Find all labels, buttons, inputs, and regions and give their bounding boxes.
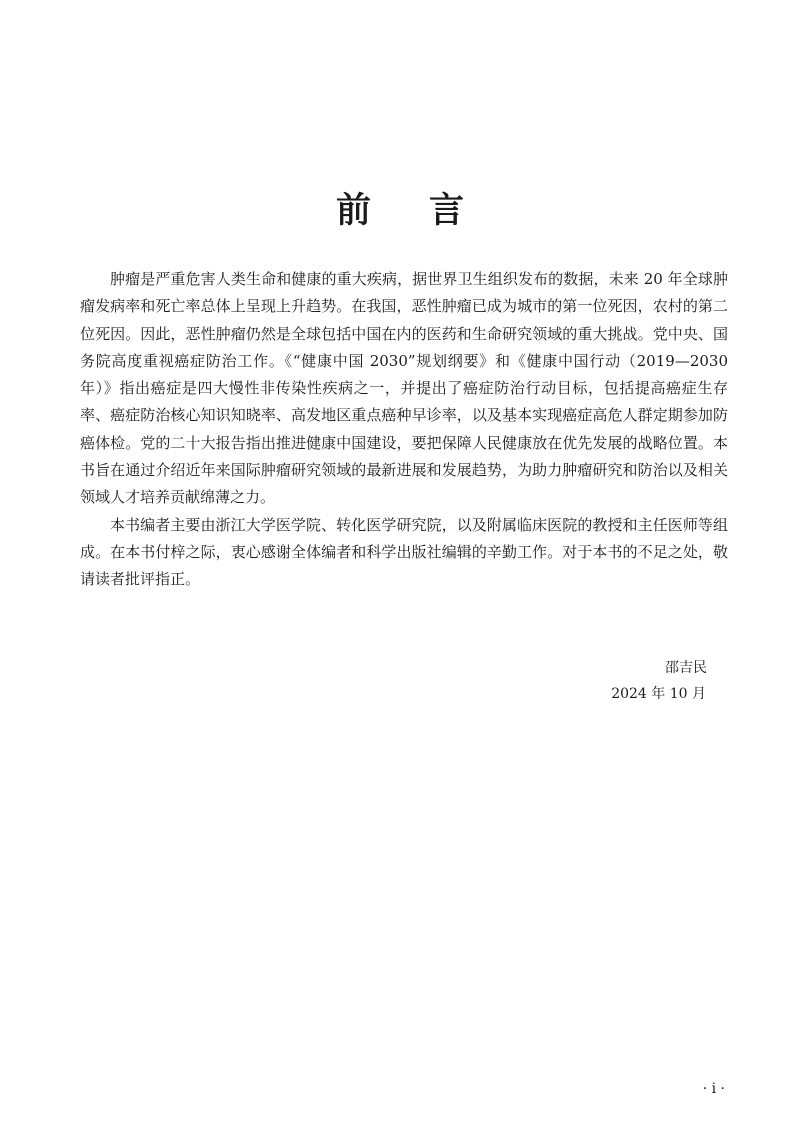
preface-paragraph-1: 肿瘤是严重危害人类生命和健康的重大疾病，据世界卫生组织发布的数据，未来 20 年全球肿瘤发病率和死亡率总体上呈现上升趋势。在我国，恶性肿瘤已成为城市的第一位死因，农村的第二位死因。因此，恶性肿瘤仍然是全球包括中国在内的医药和生命研究领域的重大挑战。党中央、国务院高度重视癌症防治工作。《“健康中国 2030”规划纲要》和《健康中国行动（2019—2030 年）》指出癌症是四大慢性非传染性疾病之一，并提出了癌症防治行动目标，包括提高癌症生存率、癌症防治核心知识知晓率、高发地区重点癌种早诊率，以及基本实现癌症高危人群定期参加防癌体检。党的二十大报告指出推进健康中国建设，要把保障人民健康放在优先发展的战略位置。本书旨在通过介绍近年来国际肿瘤研究领域的最新进展和发展趋势，为助力肿瘤研究和防治以及相关领域人才培养贡献绵薄之力。	[80, 270, 728, 507]
page-number: · i ·	[702, 1081, 725, 1097]
preface-body	[80, 266, 728, 594]
page-title: 前言	[335, 191, 522, 231]
signature-date: 2024 年 10 月	[611, 686, 706, 702]
preface-paragraph-2: 本书编者主要由浙江大学医学院、转化医学研究院，以及附属临床医院的教授和主任医师等组成。在本书付梓之际，衷心感谢全体编者和科学出版社编辑的辛勤工作。对于本书的不足之处，敬请读者批评指正。	[80, 515, 728, 589]
author-signature: 邵吉民	[665, 660, 707, 676]
